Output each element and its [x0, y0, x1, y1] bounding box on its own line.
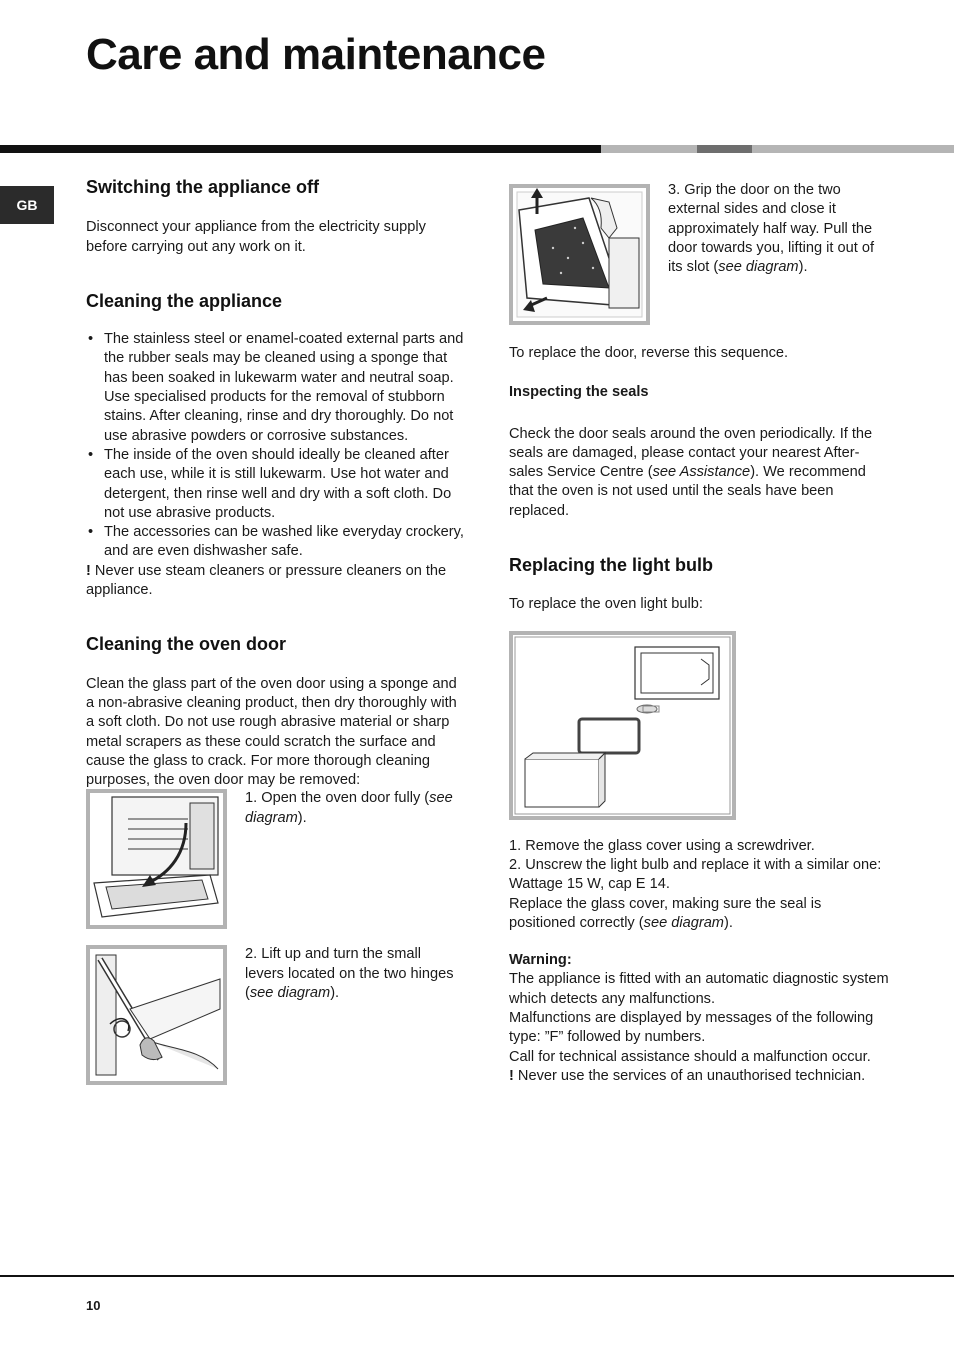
hinge-lever-illustration [90, 949, 223, 1081]
cleaning-appliance-list [86, 330, 466, 562]
seals-heading: Inspecting the seals [509, 384, 649, 401]
light-bulb-step1: 1. Remove the glass cover using a screwdriver. [509, 837, 815, 854]
close-paren: ). [798, 259, 808, 276]
light-bulb-diagram [509, 631, 736, 820]
close-paren: ). [297, 809, 307, 826]
step1-text [245, 789, 455, 929]
page-title: Care and maintenance [86, 30, 546, 79]
see-assistance-ref: see Assistance [652, 464, 751, 481]
switching-off-heading: Switching the appliance off [86, 177, 320, 197]
warning-line-2: Malfunctions are displayed by messages of the following type: ”F” followed by numbers. [509, 1010, 874, 1046]
light-bulb-illustration [513, 635, 732, 816]
step1-row [86, 789, 466, 929]
cleaning-door-heading: Cleaning the oven door [86, 634, 287, 655]
see-diagram-ref: see diagram [718, 259, 799, 276]
warning-line-4 [509, 1067, 889, 1086]
step2-label: 2. Lift up and turn the small levers located on the two hinges ( [245, 946, 454, 1002]
warning-mark: ! [509, 1067, 514, 1084]
list-item: • The inside of the oven should ideally be cleaned after each use, while it is still lukewarm. Use hot water and detergent, then rinse well and dry with a soft cloth. Do not use abrasive products. [86, 446, 466, 523]
close-paren: ). [723, 914, 733, 931]
list-item: • The accessories can be washed like everyday crockery, and are even dishwasher safe. [86, 523, 466, 562]
remove-door-illustration [513, 188, 646, 321]
list-item: • The stainless steel or enamel-coated external parts and the rubber seals may be cleaned using a sponge that has been soaked in lukewarm water and neutral soap. Use specialised products for the removal of stubborn stains. After cleaning, rinse and dry thoroughly. Do not use abrasive powders or corrosive substances. [86, 330, 466, 446]
page-number: 10 [86, 1298, 101, 1313]
cleaning-door-text: Clean the glass part of the oven door using a sponge and a non-abrasive cleaning product, then dry thoroughly with a soft cloth. Do not use rough abrasive material or sharp metal scrapers as these could scratch the surface and cause the glass to crack. For more thorough cleaning purposes, the oven door may be removed: [86, 675, 457, 789]
warning-text: Never use steam cleaners or pressure cleaners on the appliance. [86, 562, 447, 599]
step3-row [509, 184, 889, 325]
see-diagram-ref: see diagram [249, 985, 331, 1002]
seals-text [509, 425, 889, 521]
right-column [509, 178, 889, 1086]
replace-door-text: To replace the door, reverse this sequence. [509, 345, 789, 361]
header-rule-dark-gray [697, 145, 752, 153]
warning-line-4-text: Never use the services of an unauthorised technician. [513, 1067, 866, 1084]
cleaning-appliance-heading: Cleaning the appliance [86, 290, 283, 311]
light-bulb-step3-label: Replace the glass cover, making sure the seal is positioned correctly ( [509, 895, 822, 931]
step3-text [668, 181, 888, 325]
open-door-diagram [86, 789, 227, 929]
seals-text-b: ). We recommend that the oven is not used until the seals have been replaced. [509, 464, 866, 519]
header-rule-light-gray [601, 145, 697, 153]
light-bulb-step3 [509, 895, 889, 934]
steam-cleaner-warning [86, 562, 466, 601]
header-rule-black [0, 145, 601, 153]
switching-off-text: Disconnect your appliance from the electricity supply before carrying out any work on it. [86, 219, 426, 255]
hinge-lever-diagram [86, 945, 227, 1085]
light-bulb-step2: 2. Unscrew the light bulb and replace it with a similar one: Wattage 15 W, cap E 14. [509, 856, 882, 893]
left-column [86, 178, 466, 1085]
warning-mark: ! [86, 562, 91, 579]
seals-text-a: Check the door seals around the oven periodically. If the seals are damaged, please contact your nearest After-sales Service Centre ( [509, 425, 873, 481]
close-paren: ). [330, 985, 340, 1002]
step2-row [86, 945, 466, 1085]
warning-line-3: Call for technical assistance should a malfunction occur. [509, 1048, 871, 1065]
warning-line-1: The appliance is fitted with an automatic diagnostic system which detects any malfunctions. [509, 971, 889, 1007]
light-bulb-heading: Replacing the light bulb [509, 555, 713, 576]
language-tab: GB [0, 186, 54, 224]
header-rule-light-gray-end [752, 145, 954, 153]
step1-label: 1. Open the oven door fully ( [245, 790, 430, 807]
see-diagram-ref: see diagram [643, 914, 724, 931]
remove-door-diagram [509, 184, 650, 325]
step3-label: 3. Grip the door on the two external sides and close it approximately half way. Pull the door towards you, lifting it out of its slot ( [668, 182, 875, 276]
light-bulb-intro: To replace the oven light bulb: [509, 596, 703, 613]
footer-rule [0, 1275, 954, 1277]
warning-heading: Warning: [509, 952, 572, 969]
open-door-illustration [90, 793, 223, 925]
see-diagram-ref: see diagram [245, 790, 453, 826]
step2-text [245, 945, 455, 1085]
